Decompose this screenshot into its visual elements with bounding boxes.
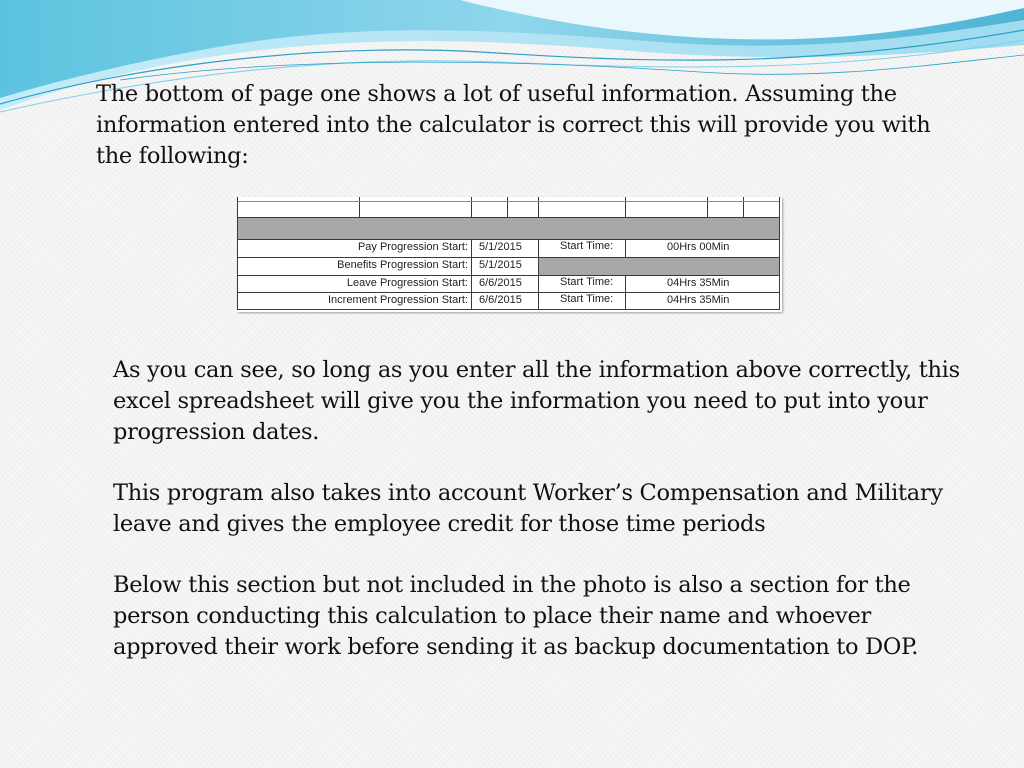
- row-date: 5/1/2015: [479, 259, 522, 271]
- row-label: Leave Progression Start:: [346, 277, 468, 289]
- workers-comp-paragraph: This program also takes into account Worker’s Compensation and Military leave and gives the employee credit for those time periods: [113, 480, 943, 537]
- row-date: 5/1/2015: [479, 241, 522, 253]
- row-start-label: Start Time:: [560, 276, 614, 288]
- row-label: Benefits Progression Start:: [337, 259, 468, 271]
- explanation-paragraph: As you can see, so long as you enter all the information above correctly, this excel spreadsheet will give you the information you need to put into your progression dates.: [113, 357, 960, 445]
- row-date: 6/6/2015: [479, 277, 522, 289]
- row-time: 04Hrs 35Min: [667, 277, 730, 289]
- row-time: 00Hrs 00Min: [667, 241, 730, 253]
- intro-text: The bottom of page one shows a lot of useful information. Assuming the information entered into the calculator is correct this will provide you with the following:: [96, 81, 931, 169]
- row-time: 04Hrs 35Min: [667, 294, 730, 306]
- row-label: Pay Progression Start:: [357, 241, 468, 253]
- row-start-label: Start Time:: [560, 293, 614, 305]
- signature-section-paragraph: Below this section but not included in the photo is also a section for the person conducting this calculation to place their name and whoever approved their work before sending it as backup documentation to DOP.: [113, 572, 919, 660]
- row-label: Increment Progression Start:: [327, 294, 468, 306]
- spreadsheet-snippet: [237, 197, 782, 312]
- row-date: 6/6/2015: [479, 294, 522, 306]
- row-start-label: Start Time:: [560, 240, 614, 252]
